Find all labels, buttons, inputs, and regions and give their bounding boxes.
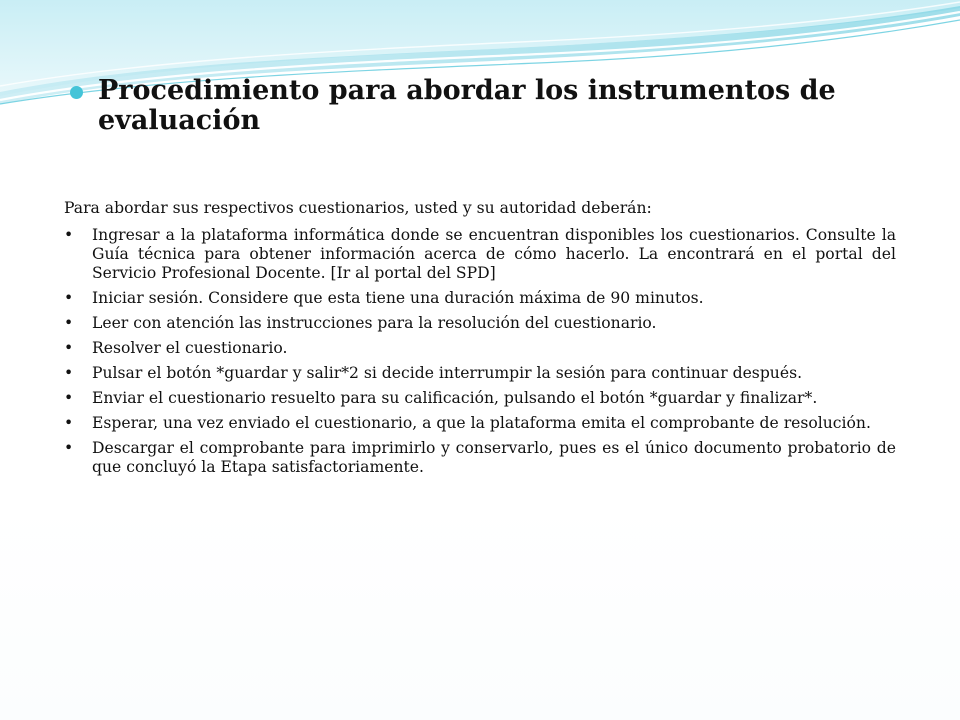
bullet-icon: • <box>64 314 74 332</box>
bullet-icon: • <box>64 364 74 382</box>
list-item <box>64 314 896 333</box>
list-item-text: Enviar el cuestionario resuelto para su calificación, pulsando el botón *guardar y finalizar*. <box>92 389 818 407</box>
list-item-text: Pulsar el botón *guardar y salir*2 si decide interrumpir la sesión para continuar después. <box>92 364 803 382</box>
list-item-text: Iniciar sesión. Considere que esta tiene una duración máxima de 90 minutos. <box>92 289 704 307</box>
bullet-icon: • <box>64 339 74 357</box>
list-item-text: Leer con atención las instrucciones para la resolución del cuestionario. <box>92 314 657 332</box>
list-item <box>64 339 896 358</box>
list-item-text: Ingresar a la plataforma informática donde se encuentran disponibles los cuestionarios. Consulte la Guía técnica para obtener información acerca de cómo hacerlo. La encontrará en el portal del Servicio Profesional Docente. [Ir al portal del SPD] <box>92 226 896 282</box>
title-block <box>70 76 890 136</box>
slide-title: Procedimiento para abordar los instrumentos de evaluación <box>98 75 836 136</box>
list-item <box>64 364 896 383</box>
list-item-text: Esperar, una vez enviado el cuestionario, a que la plataforma emita el comprobante de resolución. <box>92 414 871 432</box>
slide-body <box>64 196 896 483</box>
title-bullet-icon <box>70 86 83 99</box>
bullet-icon: • <box>64 389 74 407</box>
bullet-icon: • <box>64 439 74 457</box>
list-item <box>64 226 896 283</box>
bullet-icon: • <box>64 226 74 244</box>
list-item-text: Descargar el comprobante para imprimirlo y conservarlo, pues es el único documento probatorio de que concluyó la Etapa satisfactoriamente. <box>92 439 896 476</box>
list-item <box>64 414 896 433</box>
list-item <box>64 389 896 408</box>
list-item <box>64 289 896 308</box>
list-item-text: Resolver el cuestionario. <box>92 339 288 357</box>
bullet-icon: • <box>64 414 74 432</box>
list-item <box>64 439 896 477</box>
intro-text: Para abordar sus respectivos cuestionarios, usted y su autoridad deberán: <box>64 199 652 217</box>
bullet-icon: • <box>64 289 74 307</box>
